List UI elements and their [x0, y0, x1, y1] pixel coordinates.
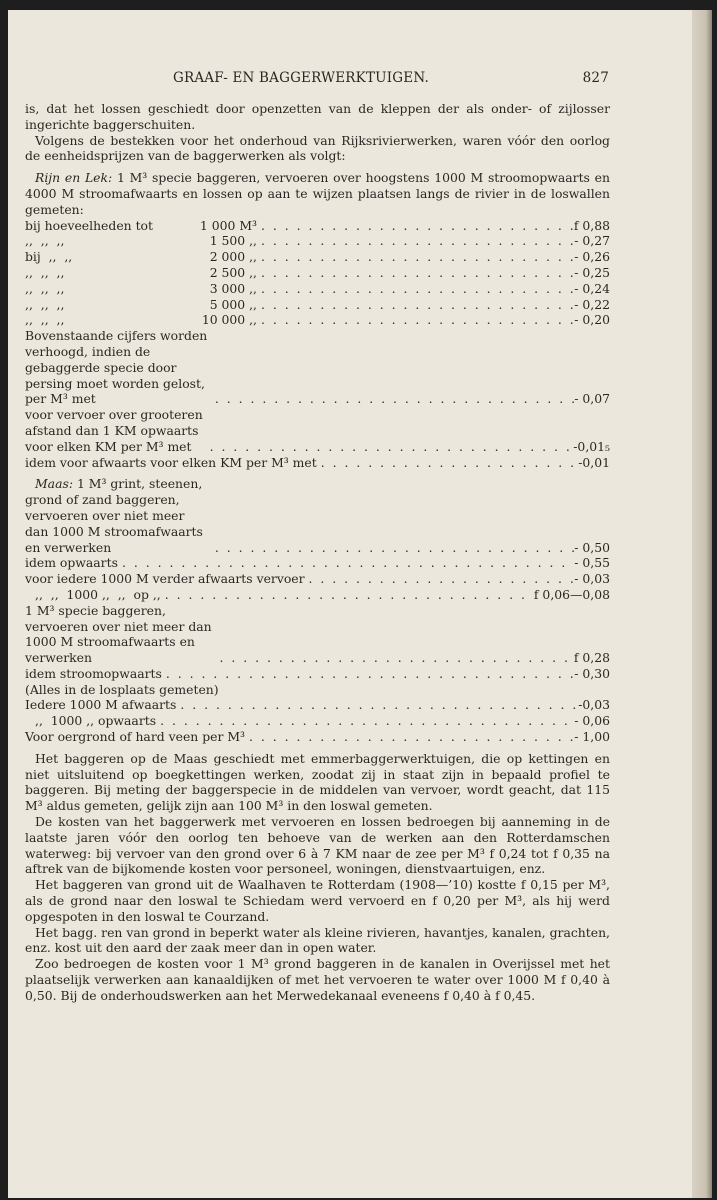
- leader-dots: [245, 729, 574, 745]
- leader-dots: [257, 281, 574, 297]
- leader-dots: [257, 297, 574, 313]
- row-price: - 0,22: [574, 296, 610, 312]
- maas-note: (Alles in de losplaats gemeten): [25, 681, 219, 697]
- row-label: Iedere 1000 M afwaarts: [25, 697, 177, 713]
- chapter-title: GRAAF- EN BAGGERWERKTUIGEN.: [173, 70, 429, 86]
- rijn-row: [25, 265, 610, 281]
- leader-dots: [206, 439, 574, 455]
- row-label: [25, 476, 211, 555]
- row-label: ,, ,, ,,: [25, 233, 65, 249]
- body-paragraph-4: Het bagg. ren van grond in beperkt water als kleine rivieren, havantjes, kanalen, grachten, enz. kost uit den aard der zaak meer dan in open water.: [25, 924, 610, 956]
- row-price: - 0,03: [574, 571, 610, 587]
- leader-dots: [211, 391, 574, 407]
- row-price: - 0,24: [574, 280, 610, 296]
- row-qty: 5 000 ,,: [209, 296, 257, 312]
- row-price: - 0,06: [574, 713, 610, 729]
- body-paragraph-3: Het baggeren van grond uit de Waalhaven te Rotterdam (1908—’10) kostte f 0,15 per M³, als de grond naar den loswal te Schiedam werd vervoerd en f 0,20 per M³, als hij werd opgespoten in den loswal te Courzand.: [25, 877, 610, 924]
- maas-heading: Maas:: [35, 476, 73, 492]
- rijn-row: [25, 281, 610, 297]
- row-qty: 2 000 ,,: [209, 249, 257, 265]
- leader-dots: [162, 666, 574, 682]
- row-price: - 0,26: [574, 249, 610, 265]
- row-label: voor iedere 1000 M verder afwaarts vervoer: [25, 571, 305, 587]
- leader-dots: [156, 713, 574, 729]
- row-price: f 0,06—0,08: [533, 586, 610, 602]
- maas-text: 1 M³ grint, steenen, grond of zand baggeren, vervoeren over niet meer dan 1000 M stroomafwaarts en verwerken: [25, 476, 203, 555]
- page-edge: [692, 10, 712, 1198]
- row-label: ,, ,, ,,: [25, 280, 65, 296]
- rijn-row: [25, 249, 610, 265]
- rijn-heading: Rijn en Lek:: [35, 170, 113, 186]
- row-price: - 0,30: [574, 665, 610, 681]
- leader-dots: [211, 540, 574, 556]
- leader-dots: [257, 233, 574, 249]
- maas-row: [25, 666, 610, 682]
- row-label: voor vervoer over grooteren afstand dan 1 KM opwaarts voor elken KM per M³ met: [25, 407, 203, 454]
- maas-row: [25, 729, 610, 745]
- row-price: - 0,07: [574, 391, 610, 407]
- row-label: ,, ,, ,,: [25, 264, 65, 280]
- row-price: f 0,88: [573, 217, 610, 233]
- leader-dots: [257, 218, 574, 234]
- maas-row: [25, 555, 610, 571]
- rijn-row: [25, 297, 610, 313]
- rijn-row: [25, 233, 610, 249]
- rijn-row: [25, 312, 610, 328]
- row-qty: 2 500 ,,: [209, 264, 257, 280]
- page-text: [25, 101, 610, 1004]
- row-label: idem opwaarts: [25, 555, 118, 571]
- body-paragraph-1: Het baggeren op de Maas geschiedt met emmerbaggerwerktuigen, die op kettingen en niet uitsluitend op boegkettingen werken, zoodat zij in staat zijn in bepaald profiel te baggeren. Bij meting der baggerspecie in de middelen van vervoer, wordt geacht, dat 115 M³ aldus gemeten, gelijk zijn aan 100 M³ in den loswal gemeten.: [25, 750, 610, 814]
- intro-paragraph-2: Volgens de bestekken voor het onderhoud van Rijksrivierwerken, waren vóór den oorlog de eenheidsprijzen van de baggerwerken als volgt:: [25, 132, 610, 164]
- row-label: ,, ,, 1000 ,, ,, op ,,: [35, 586, 161, 602]
- row-qty: 1 500 ,,: [209, 233, 257, 249]
- leader-dots: [216, 650, 574, 666]
- intro-paragraph-1: is, dat het lossen geschiedt door openzetten van de kleppen der als onder- of zijlosser ingerichte baggerschuiten.: [25, 101, 610, 132]
- body-paragraph-5: Zoo bedroegen de kosten voor 1 M³ grond baggeren in de kanalen in Overijssel met het plaatselijk verwerken aan kanaaldijken of met het vervoeren te water over 1000 M f 0,40 à 0,50. Bij de onderhoudswerken aan het Merwedekanaal eveneens f 0,40 à f 0,45.: [25, 956, 610, 1003]
- row-price: -0,01: [578, 454, 610, 470]
- maas-row: [25, 571, 610, 587]
- row-qty: 1 000 M³: [199, 217, 257, 233]
- leader-dots: [118, 555, 574, 571]
- row-label: Voor oergrond of hard veen per M³: [25, 729, 245, 745]
- row-qty: 3 000 ,,: [209, 280, 257, 296]
- row-label: ,, ,, ,,: [25, 296, 65, 312]
- rijn-text: 1 M³ specie baggeren, vervoeren over hoogstens 1000 M stroomopwaarts en 4000 M stroomafwaarts en lossen op aan te wijzen plaatsen langs de rivier in de loswallen gemeten:: [25, 170, 610, 217]
- row-price: - 0,50: [574, 539, 610, 555]
- row-label: idem stroomopwaarts: [25, 665, 162, 681]
- leader-dots: [176, 697, 578, 713]
- row-label: bij hoeveelheden tot: [25, 217, 153, 233]
- row-price: - 0,25: [574, 264, 610, 280]
- leader-dots: [161, 587, 534, 603]
- row-price: -0,01₅: [573, 438, 610, 454]
- leader-dots: [257, 265, 574, 281]
- row-label: idem voor afwaarts voor elken KM per M³ met: [25, 454, 317, 470]
- row-price: - 1,00: [574, 729, 610, 745]
- row-label: ,, ,, ,,: [25, 312, 65, 328]
- leader-dots: [317, 455, 578, 471]
- maas-row: [25, 697, 610, 713]
- rijn-raised-persing: [25, 328, 610, 407]
- maas-row: [25, 587, 610, 603]
- row-price: - 0,27: [574, 233, 610, 249]
- row-label: Bovenstaande cijfers worden verhoogd, indien de gebaggerde specie door persing moet worden gelost, per M³ met: [25, 328, 208, 407]
- maas-section: [25, 476, 610, 555]
- row-price: - 0,20: [574, 312, 610, 328]
- body-paragraph-2: De kosten van het baggerwerk met vervoeren en lossen bedroegen bij aanneming in de laatste jaren vóór den oorlog ten behoeve van de werken aan den Rotterdamschen waterweg: bij vervoer van den grond over 6 à 7 KM naar de zee per M³ f 0,24 tot f 0,35 na aftrek van de bijkomende kosten voor personeel, woningen, dienstvaartuigen, enz.: [25, 814, 610, 877]
- row-label: 1 M³ specie baggeren, vervoeren over niet meer dan 1000 M stroomafwaarts en verwerken: [25, 602, 212, 666]
- row-price: -0,03: [578, 697, 610, 713]
- page-number: 827: [582, 70, 609, 86]
- leader-dots: [305, 571, 575, 587]
- rijn-row: [25, 218, 610, 234]
- maas-second: [25, 603, 610, 666]
- rijn-raised-opwaarts: [25, 407, 610, 454]
- maas-row: [25, 713, 610, 729]
- rijn-raised-afwaarts: [25, 455, 610, 471]
- leader-dots: [257, 312, 574, 328]
- leader-dots: [257, 249, 574, 265]
- row-qty: 10 000 ,,: [201, 312, 257, 328]
- row-price: f 0,28: [573, 650, 610, 666]
- row-label: bij ,, ,,: [25, 249, 73, 265]
- row-label: ,, 1000 ,, opwaarts: [35, 713, 157, 729]
- row-price: - 0,55: [574, 555, 610, 571]
- rijn-section: [25, 170, 610, 217]
